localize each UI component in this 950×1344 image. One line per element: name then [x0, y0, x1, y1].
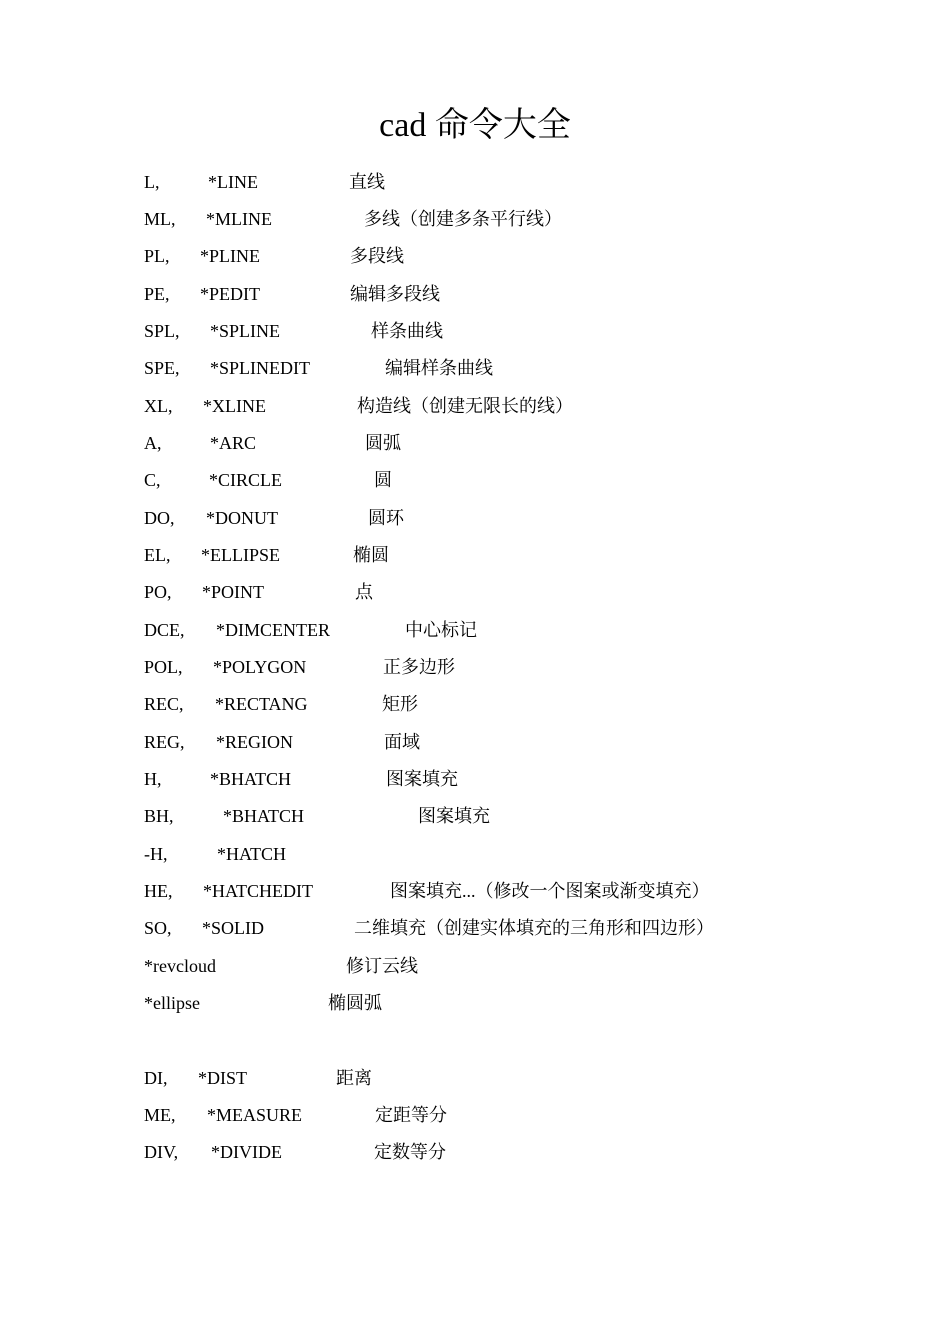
command-description: 编辑样条曲线	[385, 358, 493, 378]
command-description: 距离	[336, 1068, 372, 1088]
command-alias: EL,	[144, 545, 171, 565]
command-name: *HATCHEDIT	[203, 881, 313, 901]
command-alias: C,	[144, 470, 161, 490]
command-alias: L,	[144, 172, 160, 192]
page-title: cad 命令大全	[379, 107, 571, 144]
command-name: *MEASURE	[207, 1105, 303, 1125]
command-name: *MLINE	[206, 209, 272, 229]
command-alias: SPE,	[144, 358, 180, 378]
command-name: *ELLIPSE	[201, 545, 280, 565]
command-description: 构造线（创建无限长的线）	[357, 396, 573, 416]
command-alias: PE,	[144, 284, 170, 304]
command-alias: ME,	[144, 1105, 176, 1125]
command-row	[0, 878, 950, 904]
command-alias: DIV,	[144, 1142, 179, 1162]
command-alias: HE,	[144, 881, 173, 901]
command-name: *DIMCENTER	[216, 620, 330, 640]
command-row	[0, 691, 950, 717]
command-alias: ML,	[144, 209, 176, 229]
command-alias: BH,	[144, 806, 174, 826]
command-row	[0, 1065, 950, 1091]
command-name: *SPLINE	[210, 321, 281, 341]
command-description: 圆	[374, 470, 392, 490]
command-row	[0, 1139, 950, 1165]
command-name: *LINE	[208, 172, 258, 192]
command-description: 椭圆	[353, 545, 389, 565]
command-row	[0, 729, 950, 755]
command-alias: DO,	[144, 508, 175, 528]
command-alias: H,	[144, 769, 162, 789]
command-description: 二维填充（创建实体填充的三角形和四边形）	[354, 918, 714, 938]
command-row	[0, 841, 950, 867]
command-alias: A,	[144, 433, 162, 453]
command-description: 图案填充	[386, 769, 458, 789]
command-row	[0, 803, 950, 829]
command-description: 中心标记	[405, 620, 477, 640]
command-name: *BHATCH	[210, 769, 292, 789]
command-description: 样条曲线	[371, 321, 443, 341]
command-row	[0, 355, 950, 381]
command-row	[0, 654, 950, 680]
command-row	[0, 243, 950, 269]
command-alias: SO,	[144, 918, 172, 938]
command-description: 定数等分	[374, 1142, 446, 1162]
command-row	[0, 206, 950, 232]
command-alias: REC,	[144, 694, 184, 714]
command-row	[0, 542, 950, 568]
command-row	[0, 766, 950, 792]
command-name: *PEDIT	[200, 284, 260, 304]
command-description: 面域	[384, 732, 420, 752]
command-name: *ARC	[210, 433, 257, 453]
command-row	[0, 617, 950, 643]
command-description: 多段线	[350, 246, 404, 266]
command-name: *SOLID	[202, 918, 264, 938]
command-alias: -H,	[144, 844, 168, 864]
command-row	[0, 467, 950, 493]
command-name: *POINT	[202, 582, 264, 602]
command-name: *PLINE	[200, 246, 260, 266]
command-description: 点	[355, 582, 373, 602]
command-row	[0, 281, 950, 307]
command-row	[0, 915, 950, 941]
command-name: *POLYGON	[213, 657, 307, 677]
command-name: *CIRCLE	[209, 470, 283, 490]
command-row	[0, 393, 950, 419]
command-name: *REGION	[216, 732, 293, 752]
command-row	[0, 579, 950, 605]
command-alias: DCE,	[144, 620, 185, 640]
command-description: 圆弧	[365, 433, 401, 453]
command-alias: *revcloud	[144, 956, 216, 976]
command-alias: SPL,	[144, 321, 180, 341]
command-description: 图案填充...（修改一个图案或渐变填充）	[390, 881, 710, 901]
command-row	[0, 505, 950, 531]
command-name: *SPLINEDIT	[210, 358, 310, 378]
command-alias: *ellipse	[144, 993, 200, 1013]
command-description: 图案填充	[418, 806, 490, 826]
command-description: 直线	[349, 172, 385, 192]
command-alias: XL,	[144, 396, 173, 416]
command-row	[0, 318, 950, 344]
command-row	[0, 169, 950, 195]
command-alias: PO,	[144, 582, 172, 602]
command-name: *RECTANG	[215, 694, 308, 714]
command-name: *XLINE	[203, 396, 266, 416]
command-alias: DI,	[144, 1068, 168, 1088]
command-row	[0, 990, 950, 1016]
command-name: *DONUT	[206, 508, 278, 528]
command-description: 定距等分	[375, 1105, 447, 1125]
command-name: *DIVIDE	[211, 1142, 282, 1162]
command-description: 修订云线	[346, 956, 418, 976]
command-name: *HATCH	[217, 844, 287, 864]
command-description: 矩形	[382, 694, 418, 714]
command-row	[0, 953, 950, 979]
command-alias: REG,	[144, 732, 185, 752]
command-description: 椭圆弧	[328, 993, 382, 1013]
command-name: *BHATCH	[223, 806, 305, 826]
command-description: 圆环	[368, 508, 404, 528]
command-alias: POL,	[144, 657, 183, 677]
command-description: 多线（创建多条平行线）	[364, 209, 562, 229]
command-description: 正多边形	[383, 657, 455, 677]
command-name: *DIST	[198, 1068, 247, 1088]
command-row	[0, 430, 950, 456]
command-row	[0, 1102, 950, 1128]
command-alias: PL,	[144, 246, 170, 266]
command-description: 编辑多段线	[350, 284, 440, 304]
